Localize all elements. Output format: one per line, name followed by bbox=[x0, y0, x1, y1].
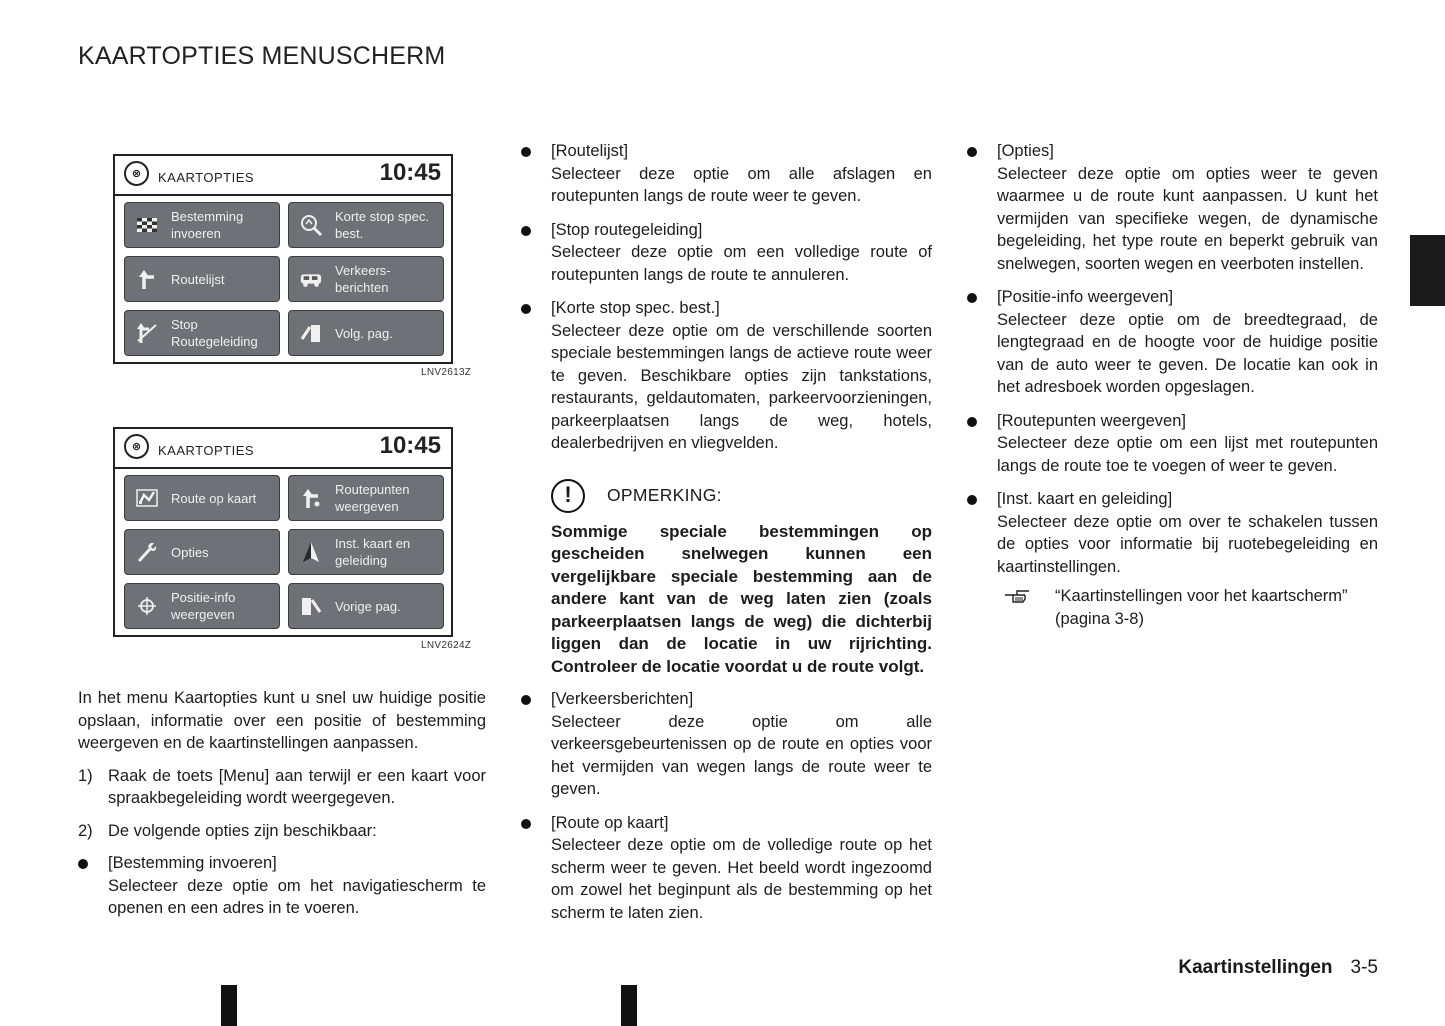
bullet-short-stop bbox=[521, 297, 932, 455]
bullet-body: Selecteer deze optie om een lijst met routepunten langs de route toe te voegen of weer te geven. bbox=[997, 434, 1378, 475]
button-label-line1: Route op kaart bbox=[171, 490, 257, 506]
stop-route-icon bbox=[135, 321, 159, 345]
bullet-body: Selecteer deze optie om alle verkeersgebeurtenissen op de route en opties voor het vermijden van wegen langs de route weer te geven. bbox=[551, 712, 932, 798]
figure-code: LNV2624Z bbox=[421, 640, 472, 651]
next-page-icon bbox=[299, 321, 323, 345]
route-list-button[interactable] bbox=[124, 256, 280, 302]
screen-figure-1 bbox=[113, 154, 453, 364]
bullet-heading: [Verkeersberichten] bbox=[551, 690, 694, 708]
bullet-body: Selecteer deze optie om alle afslagen en routepunten langs de route weer te geven. bbox=[551, 164, 932, 205]
bullet-body: Selecteer deze optie om een volledige route of routepunten langs de route te annuleren. bbox=[551, 243, 932, 284]
screen-clock: 10:45 bbox=[379, 159, 441, 186]
bullet-body: Selecteer deze optie om over te schakelen tussen de opties voor informatie bij ruotebegeleiding en kaartinstellingen. bbox=[997, 512, 1378, 576]
crosshair-icon bbox=[135, 594, 159, 618]
note-body: Sommige speciale bestemmingen op gescheiden snelwegen kunnen een vergelijkbare speciale bestemming aan de andere kant van de weg laten zien (zoals parkeerplaatsen langs de weg) die dichterbij liggen dan de locatie in uw rijrichting. Controleer de locatie voordat u de route volgt. bbox=[551, 521, 932, 676]
column-marker bbox=[621, 985, 637, 1026]
waypoint-icon bbox=[299, 486, 323, 510]
checkered-flag-icon bbox=[135, 213, 159, 237]
button-label-line2: geleiding bbox=[335, 553, 388, 568]
button-label-line1: Korte stop spec. bbox=[335, 209, 429, 224]
step-number: 2) bbox=[78, 821, 93, 840]
reference-page: (pagina 3-8) bbox=[1055, 609, 1144, 628]
button-label-line2: berichten bbox=[335, 280, 389, 295]
bullet-body: Selecteer deze optie om opties weer te geven waarmee u de route kunt aanpassen. U kunt het vermijden van specifieke wegen, de dynamische begeleiding, het type route en beperkt gebruik van snelwegen, soorten wegen en veerboten instellen. bbox=[997, 164, 1378, 273]
bullet-destination-input bbox=[78, 852, 486, 920]
bullet-heading: [Bestemming invoeren] bbox=[108, 854, 277, 872]
prev-page-icon bbox=[299, 594, 323, 618]
bullet-heading: [Opties] bbox=[997, 142, 1054, 160]
screen-header bbox=[115, 429, 451, 469]
step-number: 1) bbox=[78, 766, 93, 785]
page-reference[interactable] bbox=[997, 585, 1378, 630]
screen-clock: 10:45 bbox=[379, 432, 441, 459]
screen-title: KAARTOPTIES bbox=[158, 443, 255, 458]
stop-route-guidance-button[interactable] bbox=[124, 310, 280, 356]
next-page-button[interactable] bbox=[288, 310, 444, 356]
traffic-icon bbox=[299, 267, 323, 291]
bullet-body: Selecteer deze optie om de breedtegraad, de lengtegraad en de hoogte voor de huidige positie van de auto weer te geven. De locatie kan ook in het adresboek worden opgeslagen. bbox=[997, 310, 1378, 396]
step-1 bbox=[78, 765, 486, 810]
settings-icon bbox=[299, 540, 323, 564]
map-guidance-settings-button[interactable] bbox=[288, 529, 444, 575]
wrench-icon bbox=[135, 540, 159, 564]
show-waypoints-button[interactable] bbox=[288, 475, 444, 521]
traffic-messages-button[interactable] bbox=[288, 256, 444, 302]
bullet-traffic bbox=[521, 688, 932, 801]
bullet-heading: [Inst. kaart en geleiding] bbox=[997, 490, 1173, 508]
bullet-body: Selecteer deze optie om de verschillende soorten speciale bestemmingen langs de actieve route weer te geven. Beschikbare opties zijn tankstations, restaurants, geldautomaten, parkeervoorzieningen, parkeerplaatsen langs de weg, hotels, dealerbedrijven en vliegvelden. bbox=[551, 321, 932, 452]
step-text: Raak de toets [Menu] aan terwijl er een kaart voor spraakbegeleiding wordt weergegeven. bbox=[108, 766, 486, 807]
bullet-waypoints bbox=[967, 410, 1378, 478]
page-title: KAARTOPTIES MENUSCHERM bbox=[78, 42, 446, 70]
button-label-line1: Verkeers- bbox=[335, 263, 391, 278]
bullet-position-info bbox=[967, 286, 1378, 399]
figure-code: LNV2613Z bbox=[421, 367, 472, 378]
bullet-heading: [Routelijst] bbox=[551, 142, 629, 160]
screen-title: KAARTOPTIES bbox=[158, 170, 255, 185]
warning-icon: ! bbox=[551, 479, 585, 513]
button-label-line1: Positie-info bbox=[171, 590, 236, 605]
button-label-line1: Routelijst bbox=[171, 271, 225, 287]
bullet-heading: [Routepunten weergeven] bbox=[997, 411, 1186, 430]
bullet-heading: [Positie-info weergeven] bbox=[997, 288, 1174, 306]
button-label-line1: Vorige pag. bbox=[335, 598, 401, 614]
button-label-line1: Volg. pag. bbox=[335, 325, 393, 341]
page-footer bbox=[1178, 957, 1378, 979]
column-3 bbox=[967, 140, 1378, 630]
options-button[interactable] bbox=[124, 529, 280, 575]
poi-search-icon bbox=[299, 213, 323, 237]
button-label-line1: Bestemming bbox=[171, 209, 244, 224]
brand-logo-icon: ⊗ bbox=[124, 161, 149, 186]
route-arrow-icon bbox=[135, 267, 159, 291]
bullet-stop-guidance bbox=[521, 219, 932, 287]
position-info-button[interactable] bbox=[124, 583, 280, 629]
bullet-route-list bbox=[521, 140, 932, 208]
button-label-line1: Stop bbox=[171, 317, 198, 332]
button-label-line1: Inst. kaart en bbox=[335, 536, 411, 551]
bullet-body: Selecteer deze optie om de volledige route op het scherm weer te geven. Het beeld wordt ingezoomd om zowel het beginpunt als de bestemming op het scherm te laten zien. bbox=[551, 836, 932, 922]
screen-figure-2 bbox=[113, 427, 453, 637]
button-label-line2: invoeren bbox=[171, 226, 221, 241]
bullet-heading: [Stop routegeleiding] bbox=[551, 220, 703, 239]
button-label-line2: weergeven bbox=[335, 499, 399, 514]
column-2 bbox=[521, 140, 932, 924]
chapter-tab bbox=[1410, 235, 1445, 306]
route-map-icon bbox=[135, 486, 159, 510]
destination-input-button[interactable] bbox=[124, 202, 280, 248]
button-label-line1: Routepunten bbox=[335, 482, 410, 497]
bullet-route-on-map bbox=[521, 812, 932, 925]
brand-logo-icon: ⊗ bbox=[124, 434, 149, 459]
bullet-options bbox=[967, 140, 1378, 275]
step-text: De volgende opties zijn beschikbaar: bbox=[108, 821, 377, 840]
pointing-hand-icon bbox=[1003, 587, 1031, 605]
step-2 bbox=[78, 820, 486, 843]
note-label: OPMERKING: bbox=[607, 485, 722, 506]
button-label-line2: Routegeleiding bbox=[171, 334, 258, 349]
intro-paragraph: In het menu Kaartopties kunt u snel uw huidige positie opslaan, informatie over een positie of bestemming weergeven en de kaartinstellingen aanpassen. bbox=[78, 689, 486, 752]
short-stop-poi-button[interactable] bbox=[288, 202, 444, 248]
bullet-heading: [Route op kaart] bbox=[551, 813, 669, 832]
footer-page-number: 3-5 bbox=[1350, 957, 1378, 978]
button-label-line1: Opties bbox=[171, 544, 209, 560]
route-on-map-button[interactable] bbox=[124, 475, 280, 521]
screen-header bbox=[115, 156, 451, 196]
previous-page-button[interactable] bbox=[288, 583, 444, 629]
column-1 bbox=[78, 687, 486, 920]
button-label-line2: weergeven bbox=[171, 607, 235, 622]
note-box bbox=[521, 479, 932, 679]
column-marker bbox=[221, 985, 237, 1026]
footer-section: Kaartinstellingen bbox=[1178, 957, 1333, 978]
bullet-body: Selecteer deze optie om het navigatiescherm te openen en een adres in te voeren. bbox=[108, 876, 486, 917]
reference-text: “Kaartinstellingen voor het kaartscherm” bbox=[1055, 587, 1348, 605]
bullet-map-guidance-settings bbox=[967, 488, 1378, 578]
button-label-line2: best. bbox=[335, 226, 364, 241]
bullet-heading: [Korte stop spec. best.] bbox=[551, 299, 720, 317]
